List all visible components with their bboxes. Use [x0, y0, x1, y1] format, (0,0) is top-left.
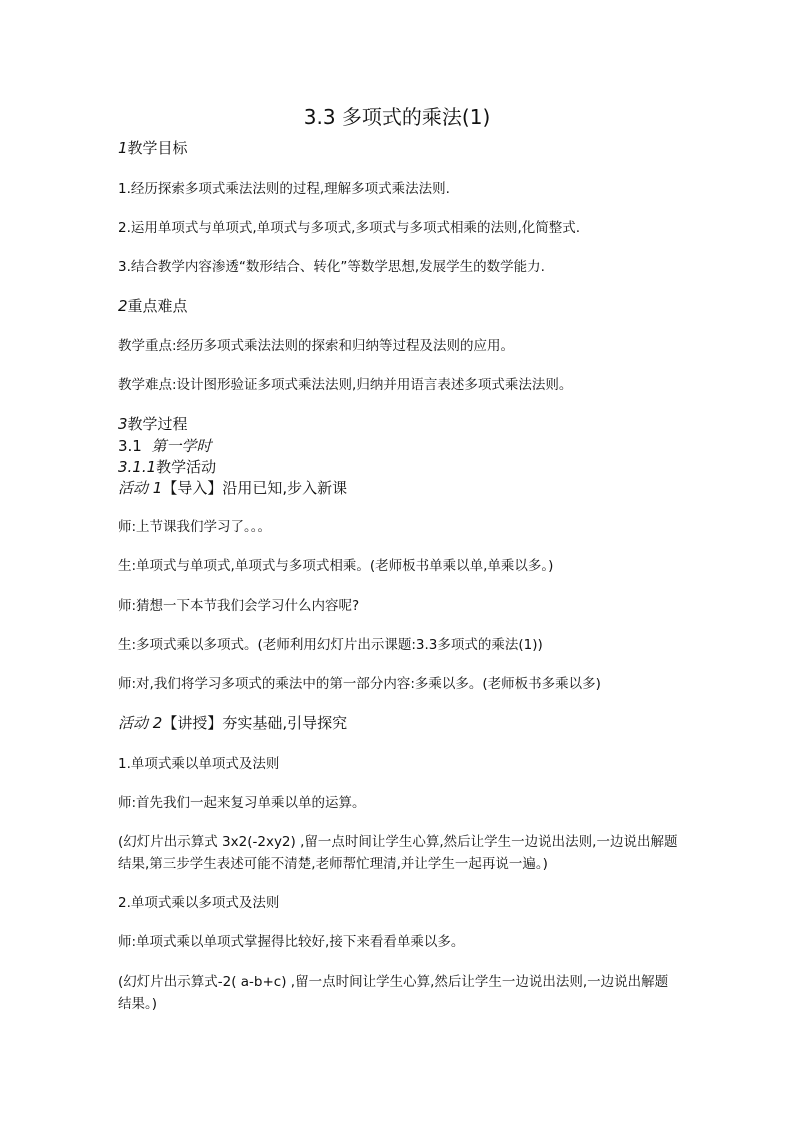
subsection-number: 3.1: [118, 437, 142, 455]
activity-label: 活动 1: [118, 479, 163, 497]
activity-heading: [118, 714, 347, 732]
subsection-heading: [118, 458, 216, 476]
paragraph: (幻灯片出示算式-2( a-b+c) ,留一点时间让学生心算,然后让学生一边说出法则,一边说出解题结果。): [118, 974, 669, 1012]
activity-title: 【导入】沿用已知,步入新课: [162, 479, 348, 497]
paragraph: 2.运用单项式与单项式,单项式与多项式,多项式与多项式相乘的法则,化简整式.: [118, 220, 581, 236]
section-heading-process: [118, 415, 188, 433]
section-title: 重点难点: [127, 297, 188, 315]
section-title: 教学目标: [127, 139, 188, 157]
section-heading-key-points: [118, 297, 188, 315]
section-number: 1: [118, 139, 128, 157]
section-title: 教学过程: [127, 415, 188, 433]
subsection-title: 第一学时: [151, 437, 212, 455]
paragraph: 生:多项式乘以多项式。(老师利用幻灯片出示课题:3.3多项式的乘法(1)): [118, 637, 543, 653]
paragraph: (幻灯片出示算式 3x2(-2xy2) ,留一点时间让学生心算,然后让学生一边说出法则,一边说出解题结果,第三步学生表述可能不清楚,老师帮忙理清,并让学生一起再说一遍。): [118, 834, 678, 872]
paragraph: 生:单项式与单项式,单项式与多项式相乘。(老师板书单乘以单,单乘以多。): [118, 558, 554, 574]
paragraph: 2.单项式乘以多项式及法则: [118, 895, 280, 911]
paragraph: 1.经历探索多项式乘法法则的过程,理解多项式乘法法则.: [118, 181, 450, 197]
activity-label: 活动 2: [118, 714, 163, 732]
paragraph: 师:首先我们一起来复习单乘以单的运算。: [118, 795, 366, 811]
section-number: 2: [118, 297, 128, 315]
document-title: 3.3 多项式的乘法(1): [303, 105, 491, 129]
paragraph: 3.结合教学内容渗透“数形结合、转化”等数学思想,发展学生的数学能力.: [118, 259, 545, 275]
activity-heading: [118, 479, 347, 497]
activity-title: 【讲授】夯实基础,引导探究: [162, 714, 348, 732]
paragraph: 师:对,我们将学习多项式的乘法中的第一部分内容:多乘以多。(老师板书多乘以多): [118, 676, 601, 692]
paragraph: 师:猜想一下本节我们会学习什么内容呢?: [118, 598, 360, 614]
paragraph: 教学重点:经历多项式乘法法则的探索和归纳等过程及法则的应用。: [118, 338, 515, 354]
section-heading-objectives: [118, 139, 188, 157]
subsection-title: 教学活动: [156, 458, 217, 476]
subsection-heading: [118, 437, 211, 455]
paragraph: 1.单项式乘以单项式及法则: [118, 756, 280, 772]
paragraph: 师:单项式乘以单项式掌握得比较好,接下来看看单乘以多。: [118, 934, 465, 950]
paragraph: 教学难点:设计图形验证多项式乘法法则,归纳并用语言表述多项式乘法法则。: [118, 377, 573, 393]
paragraph: 师:上节课我们学习了。。。: [118, 519, 272, 535]
subsection-number: 3.1.1: [118, 458, 157, 476]
section-number: 3: [118, 415, 128, 433]
